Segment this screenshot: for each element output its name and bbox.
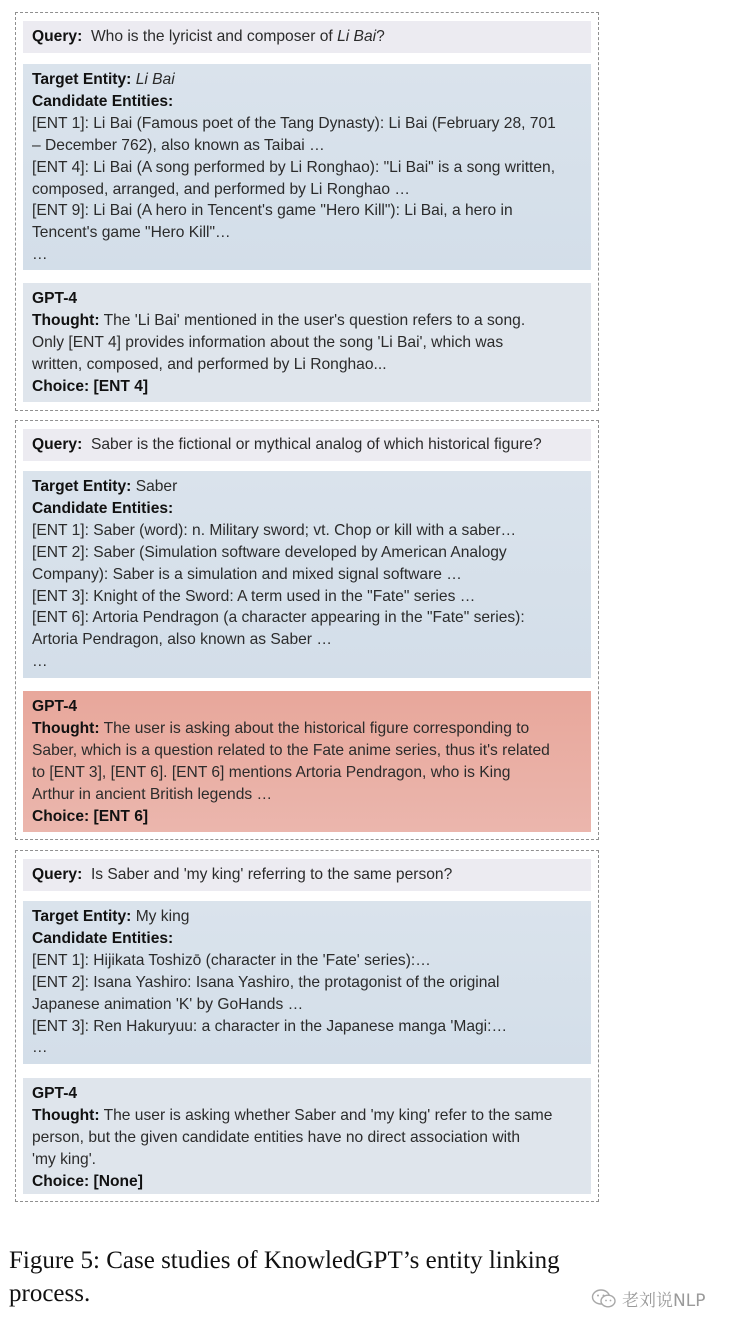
candidate-line: [ENT 2]: Saber (Simulation software developed by American Analogy [32,543,507,561]
candidate-line: composed, arranged, and performed by Li Ronghao … [32,180,410,198]
target-entity-value: Li Bai [135,71,175,88]
thought-label: Thought: [32,1106,100,1124]
candidate-line: [ENT 3]: Ren Hakuryuu: a character in the Japanese manga 'Magi:… [32,1017,508,1035]
choice: Choice: [None] [32,1172,143,1190]
candidate-line: [ENT 1]: Li Bai (Famous poet of the Tang Dynasty): Li Bai (February 28, 701 [32,114,556,132]
entity-box [23,471,591,678]
candidate-entities-label: Candidate Entities: [32,92,174,110]
query-label: Query: [32,866,83,883]
thought-line: The 'Li Bai' mentioned in the user's question refers to a song. [103,311,526,329]
target-entity-label: Target Entity: [32,908,132,925]
query-text: Is Saber and 'my king' referring to the same person? [90,866,453,883]
gpt-response-box-highlighted [23,691,591,832]
entity-box [23,901,591,1064]
target-entity-label: Target Entity: [32,478,132,495]
thought-label: Thought: [32,719,100,737]
candidate-line: Artoria Pendragon, also known as Saber … [32,631,332,649]
model-name: GPT-4 [32,290,78,307]
case-study-3 [15,850,599,1202]
query-label: Query: [32,436,83,453]
model-name: GPT-4 [32,698,78,715]
candidate-line: Japanese animation 'K' by GoHands … [32,995,304,1013]
candidate-entities-label: Candidate Entities: [32,929,174,947]
thought-line: 'my king'. [32,1150,97,1168]
choice: Choice: [ENT 6] [32,807,149,825]
target-entity-label: Target Entity: [32,71,132,88]
query-label: Query: [32,28,83,45]
model-name: GPT-4 [32,1085,78,1102]
candidate-line: Company): Saber is a simulation and mixed signal software … [32,565,462,583]
query-box [23,429,591,461]
watermark [591,1286,705,1311]
query-text: Who is the lyricist and composer of [90,28,338,45]
case-study-2 [15,420,599,840]
thought-line: to [ENT 3], [ENT 6]. [ENT 6] mentions Artoria Pendragon, who is King [32,763,511,781]
caption-line: Figure 5: Case studies of KnowledGPT’s entity linking [9,1247,560,1274]
figure-caption [9,1244,619,1310]
candidate-line: [ENT 6]: Artoria Pendragon (a character appearing in the "Fate" series): [32,609,525,627]
choice: Choice: [ENT 4] [32,377,149,395]
candidate-line: … [32,246,48,264]
target-entity-value: My king [135,908,190,925]
wechat-icon [591,1288,617,1310]
watermark-text: 老刘说NLP [622,1291,706,1311]
target-entity-value: Saber [135,478,178,495]
query-end: ? [376,28,385,45]
candidate-line: [ENT 1]: Hijikata Toshizō (character in the 'Fate' series):… [32,951,431,969]
candidate-line: … [32,1039,48,1057]
candidate-line: [ENT 2]: Isana Yashiro: Isana Yashiro, the protagonist of the original [32,973,500,991]
candidate-line: Tencent's game "Hero Kill"… [32,224,231,242]
thought-label: Thought: [32,311,100,329]
gpt-response-box [23,1078,591,1194]
candidate-line: [ENT 3]: Knight of the Sword: A term used in the "Fate" series … [32,587,476,605]
case-study-1 [15,12,599,411]
query-text: Saber is the fictional or mythical analog of which historical figure? [90,436,542,453]
thought-line: The user is asking about the historical figure corresponding to [103,719,530,737]
candidate-line: [ENT 1]: Saber (word): n. Military sword; vt. Chop or kill with a saber… [32,521,517,539]
candidate-line: … [32,653,48,671]
thought-line: The user is asking whether Saber and 'my king' refer to the same [103,1106,553,1124]
caption-line: process. [9,1280,91,1307]
candidate-entities-label: Candidate Entities: [32,499,174,517]
candidate-line: [ENT 4]: Li Bai (A song performed by Li Ronghao): "Li Bai" is a song written, [32,158,556,176]
query-box [23,21,591,53]
entity-box [23,64,591,270]
candidate-line: – December 762), also known as Taibai … [32,136,325,154]
thought-line: written, composed, and performed by Li Ronghao... [32,355,387,373]
query-box [23,859,591,891]
gpt-response-box [23,283,591,402]
candidate-line: [ENT 9]: Li Bai (A hero in Tencent's game "Hero Kill"): Li Bai, a hero in [32,202,513,220]
thought-line: Only [ENT 4] provides information about the song 'Li Bai', which was [32,333,504,351]
thought-line: Saber, which is a question related to the Fate anime series, thus it's related [32,741,550,759]
thought-line: person, but the given candidate entities have no direct association with [32,1128,521,1146]
thought-line: Arthur in ancient British legends … [32,785,273,803]
query-italic-entity: Li Bai [337,28,377,45]
